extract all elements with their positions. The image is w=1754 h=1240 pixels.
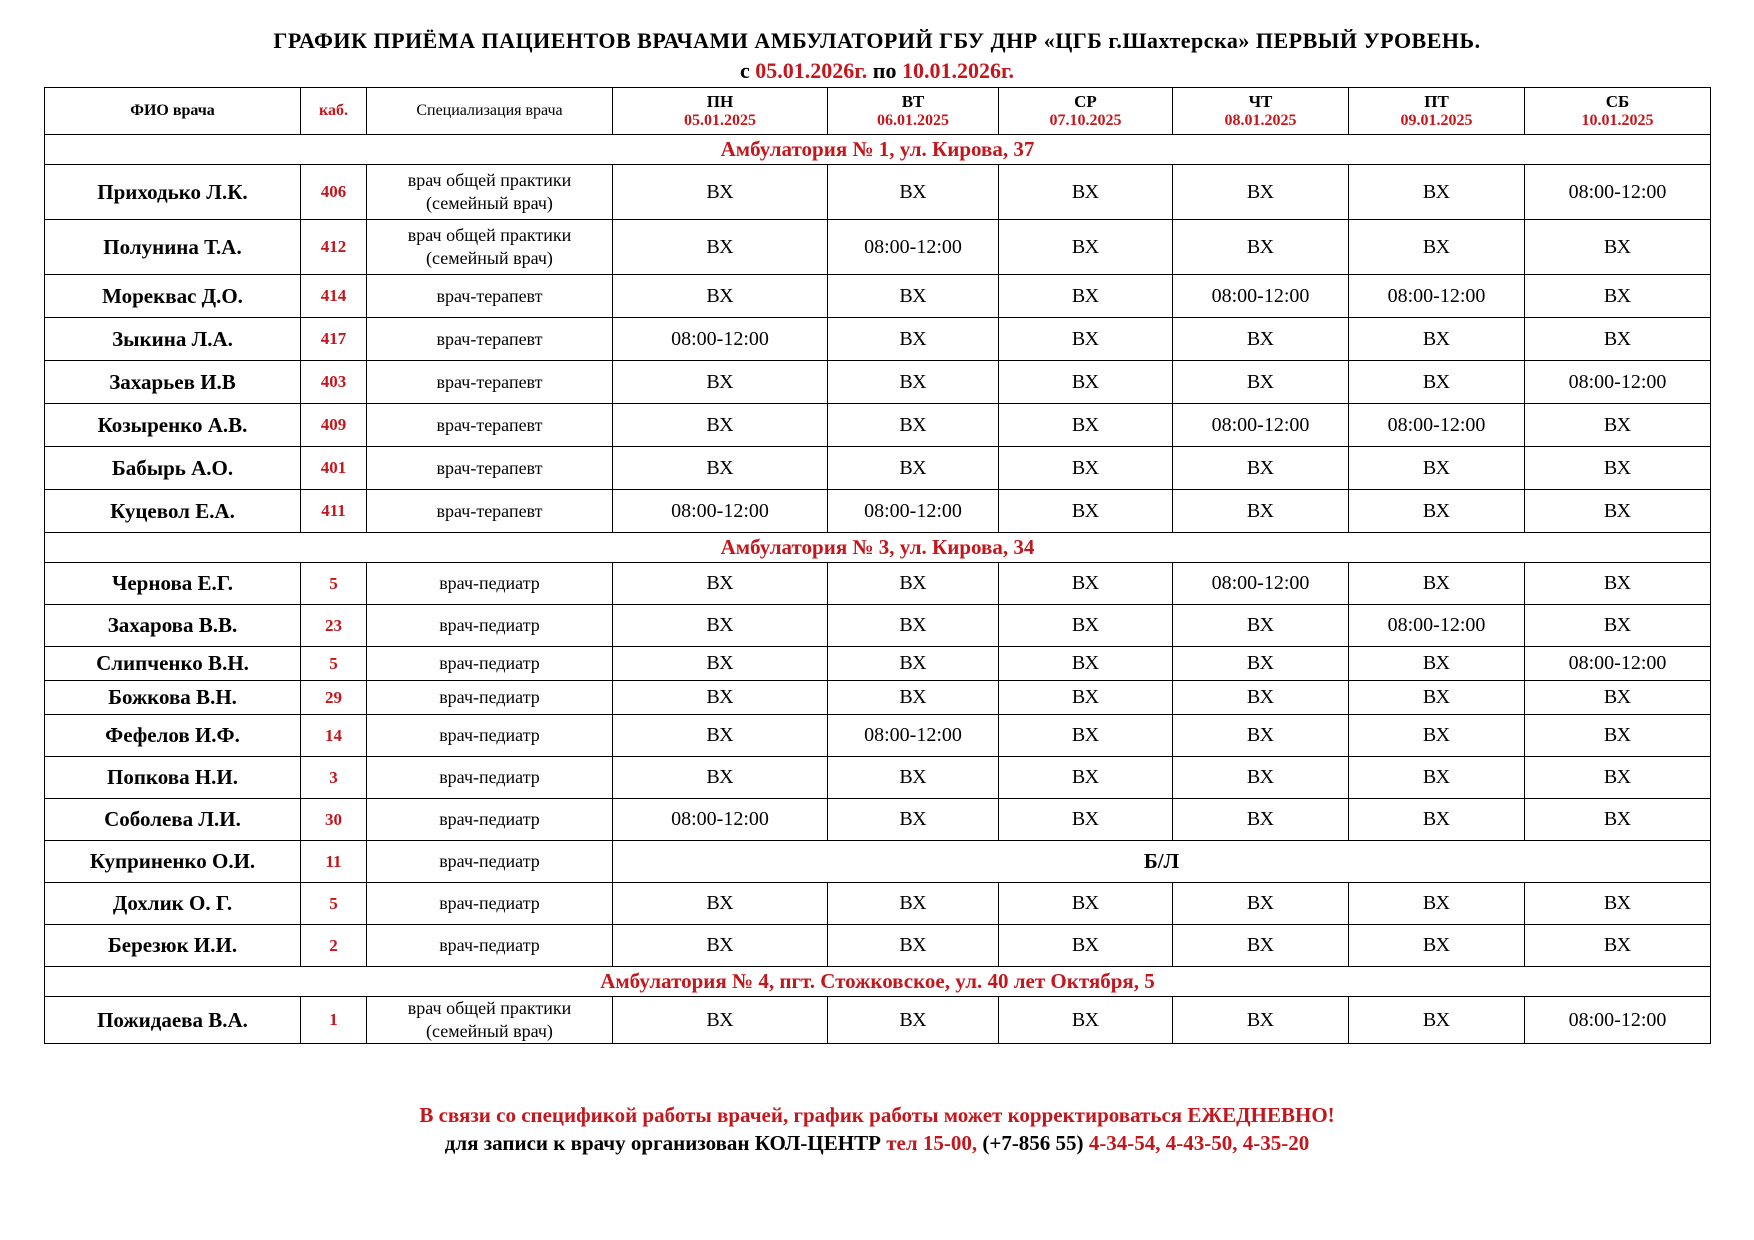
schedule-cell: 08:00-12:00 bbox=[1525, 997, 1711, 1044]
schedule-cell: ВХ bbox=[828, 647, 999, 681]
period-prefix: с bbox=[740, 58, 750, 83]
schedule-cell: ВХ bbox=[1173, 997, 1349, 1044]
cabinet-number: 409 bbox=[301, 404, 367, 447]
schedule-cell: ВХ bbox=[1349, 757, 1525, 799]
table-row bbox=[45, 605, 1711, 647]
cabinet-number: 1 bbox=[301, 997, 367, 1044]
table-row bbox=[45, 361, 1711, 404]
doctor-name: Полунина Т.А. bbox=[45, 220, 301, 275]
schedule-cell: ВХ bbox=[1525, 563, 1711, 605]
section-header bbox=[45, 135, 1711, 165]
schedule-cell: ВХ bbox=[999, 883, 1173, 925]
schedule-cell: ВХ bbox=[828, 361, 999, 404]
doctor-specialization: врач-терапевт bbox=[367, 361, 613, 404]
schedule-cell: ВХ bbox=[613, 447, 828, 490]
cabinet-number: 23 bbox=[301, 605, 367, 647]
doctor-specialization: врач-терапевт bbox=[367, 275, 613, 318]
doctor-specialization: врач-педиатр bbox=[367, 681, 613, 715]
schedule-cell: ВХ bbox=[1349, 681, 1525, 715]
cabinet-number: 403 bbox=[301, 361, 367, 404]
schedule-cell: ВХ bbox=[999, 220, 1173, 275]
schedule-cell: ВХ bbox=[828, 605, 999, 647]
schedule-cell: ВХ bbox=[828, 404, 999, 447]
schedule-cell: ВХ bbox=[999, 165, 1173, 220]
table-row bbox=[45, 841, 1711, 883]
schedule-cell: ВХ bbox=[1173, 165, 1349, 220]
schedule-cell: ВХ bbox=[1525, 883, 1711, 925]
schedule-cell: ВХ bbox=[999, 361, 1173, 404]
section-title: Амбулатория № 4, пгт. Стожковское, ул. 40 лет Октября, 5 bbox=[45, 967, 1711, 997]
section-title: Амбулатория № 1, ул. Кирова, 37 bbox=[45, 135, 1711, 165]
schedule-cell: ВХ bbox=[1525, 757, 1711, 799]
schedule-cell: ВХ bbox=[1349, 647, 1525, 681]
schedule-cell: ВХ bbox=[1349, 361, 1525, 404]
schedule-cell: ВХ bbox=[1349, 490, 1525, 533]
schedule-cell: 08:00-12:00 bbox=[1349, 605, 1525, 647]
table-row bbox=[45, 647, 1711, 681]
schedule-cell: ВХ bbox=[1173, 361, 1349, 404]
cabinet-number: 5 bbox=[301, 883, 367, 925]
table-row bbox=[45, 275, 1711, 318]
table-row bbox=[45, 318, 1711, 361]
table-row bbox=[45, 490, 1711, 533]
doctor-name: Фефелов И.Ф. bbox=[45, 715, 301, 757]
cabinet-number: 3 bbox=[301, 757, 367, 799]
doctor-specialization: врач-педиатр bbox=[367, 925, 613, 967]
schedule-cell: ВХ bbox=[828, 883, 999, 925]
table-row bbox=[45, 925, 1711, 967]
schedule-cell: ВХ bbox=[999, 997, 1173, 1044]
schedule-cell: ВХ bbox=[1349, 883, 1525, 925]
schedule-cell: ВХ bbox=[1525, 681, 1711, 715]
schedule-cell: 08:00-12:00 bbox=[613, 318, 828, 361]
doctor-specialization: врач-педиатр bbox=[367, 799, 613, 841]
col-header-cab: каб. bbox=[301, 88, 367, 135]
col-header-day: СР 07.10.2025 bbox=[999, 88, 1173, 135]
schedule-cell: ВХ bbox=[1349, 447, 1525, 490]
schedule-cell: ВХ bbox=[1173, 715, 1349, 757]
schedule-note: В связи со спецификой работы врачей, график работы может корректироваться ЕЖЕДНЕВНО! bbox=[419, 1103, 1335, 1127]
doctor-name: Бабырь А.О. bbox=[45, 447, 301, 490]
table-row bbox=[45, 997, 1711, 1044]
schedule-cell: ВХ bbox=[1173, 318, 1349, 361]
doctor-name: Березюк И.И. bbox=[45, 925, 301, 967]
doctor-specialization: врач общей практики (семейный врач) bbox=[367, 165, 613, 220]
col-header-day: ПН 05.01.2025 bbox=[613, 88, 828, 135]
schedule-cell: ВХ bbox=[999, 275, 1173, 318]
doctor-specialization: врач-терапевт bbox=[367, 447, 613, 490]
schedule-cell: ВХ bbox=[613, 361, 828, 404]
doctor-name: Захарова В.В. bbox=[45, 605, 301, 647]
date-to: 10.01.2026г. bbox=[901, 58, 1014, 83]
cabinet-number: 29 bbox=[301, 681, 367, 715]
schedule-cell: ВХ bbox=[828, 681, 999, 715]
doctor-name: Чернова Е.Г. bbox=[45, 563, 301, 605]
doctor-name: Дохлик О. Г. bbox=[45, 883, 301, 925]
table-row bbox=[45, 563, 1711, 605]
schedule-cell: ВХ bbox=[613, 220, 828, 275]
col-header-day: СБ 10.01.2025 bbox=[1525, 88, 1711, 135]
schedule-cell: ВХ bbox=[613, 563, 828, 605]
section-title: Амбулатория № 3, ул. Кирова, 34 bbox=[45, 533, 1711, 563]
doctor-specialization: врач общей практики (семейный врач) bbox=[367, 997, 613, 1044]
cabinet-number: 11 bbox=[301, 841, 367, 883]
schedule-cell: 08:00-12:00 bbox=[828, 715, 999, 757]
schedule-cell: ВХ bbox=[1173, 681, 1349, 715]
doctor-specialization: врач-педиатр bbox=[367, 841, 613, 883]
schedule-cell: ВХ bbox=[1525, 715, 1711, 757]
schedule-cell: ВХ bbox=[613, 404, 828, 447]
doctor-specialization: врач-терапевт bbox=[367, 404, 613, 447]
schedule-cell: ВХ bbox=[1349, 220, 1525, 275]
doctor-name: Попкова Н.И. bbox=[45, 757, 301, 799]
phone-code: (+7-856 55) bbox=[982, 1131, 1084, 1155]
schedule-cell: ВХ bbox=[999, 647, 1173, 681]
schedule-cell: ВХ bbox=[1349, 925, 1525, 967]
doctor-specialization: врач-педиатр bbox=[367, 563, 613, 605]
phone-numbers: 4-34-54, 4-43-50, 4-35-20 bbox=[1088, 1131, 1310, 1155]
schedule-cell: 08:00-12:00 bbox=[828, 490, 999, 533]
col-header-day: ПТ 09.01.2025 bbox=[1349, 88, 1525, 135]
schedule-cell: ВХ bbox=[1173, 490, 1349, 533]
schedule-cell: ВХ bbox=[613, 681, 828, 715]
schedule-cell: ВХ bbox=[1173, 605, 1349, 647]
doctor-name: Соболева Л.И. bbox=[45, 799, 301, 841]
cabinet-number: 417 bbox=[301, 318, 367, 361]
doctor-name: Зыкина Л.А. bbox=[45, 318, 301, 361]
schedule-cell: ВХ bbox=[999, 799, 1173, 841]
cabinet-number: 30 bbox=[301, 799, 367, 841]
table-row bbox=[45, 165, 1711, 220]
schedule-cell: ВХ bbox=[613, 715, 828, 757]
schedule-cell: ВХ bbox=[1173, 757, 1349, 799]
schedule-cell: ВХ bbox=[1525, 490, 1711, 533]
cabinet-number: 411 bbox=[301, 490, 367, 533]
table-row bbox=[45, 220, 1711, 275]
schedule-cell: ВХ bbox=[999, 715, 1173, 757]
table-row bbox=[45, 681, 1711, 715]
date-from: 05.01.2026г. bbox=[755, 58, 868, 83]
schedule-cell: ВХ bbox=[828, 799, 999, 841]
schedule-cell: ВХ bbox=[1525, 799, 1711, 841]
schedule-cell: ВХ bbox=[613, 925, 828, 967]
schedule-cell: ВХ bbox=[999, 605, 1173, 647]
cabinet-number: 406 bbox=[301, 165, 367, 220]
schedule-cell: ВХ bbox=[828, 997, 999, 1044]
schedule-cell: ВХ bbox=[1349, 563, 1525, 605]
schedule-cell: ВХ bbox=[1525, 318, 1711, 361]
phone-label: тел 15-00, bbox=[886, 1131, 978, 1155]
schedule-cell: 08:00-12:00 bbox=[613, 490, 828, 533]
schedule-cell: ВХ bbox=[1173, 925, 1349, 967]
schedule-cell: ВХ bbox=[613, 757, 828, 799]
schedule-cell: ВХ bbox=[1525, 925, 1711, 967]
doctor-specialization: врач общей практики (семейный врач) bbox=[367, 220, 613, 275]
doctor-specialization: врач-педиатр bbox=[367, 647, 613, 681]
doctor-specialization: врач-педиатр bbox=[367, 715, 613, 757]
schedule-cell: 08:00-12:00 bbox=[828, 220, 999, 275]
doctor-specialization: врач-педиатр bbox=[367, 757, 613, 799]
schedule-cell: ВХ bbox=[1349, 997, 1525, 1044]
schedule-cell: ВХ bbox=[1349, 165, 1525, 220]
schedule-cell: ВХ bbox=[999, 681, 1173, 715]
schedule-cell: 08:00-12:00 bbox=[613, 799, 828, 841]
schedule-cell: ВХ bbox=[1173, 220, 1349, 275]
schedule-cell: ВХ bbox=[613, 997, 828, 1044]
col-header-day: ЧТ 08.01.2025 bbox=[1173, 88, 1349, 135]
schedule-cell: ВХ bbox=[1173, 883, 1349, 925]
doctor-name: Слипченко В.Н. bbox=[45, 647, 301, 681]
schedule-cell: ВХ bbox=[999, 490, 1173, 533]
cabinet-number: 401 bbox=[301, 447, 367, 490]
schedule-period bbox=[0, 58, 1754, 84]
schedule-cell: 08:00-12:00 bbox=[1173, 404, 1349, 447]
doctor-specialization: врач-педиатр bbox=[367, 883, 613, 925]
schedule-cell: 08:00-12:00 bbox=[1173, 563, 1349, 605]
doctor-specialization: врач-терапевт bbox=[367, 490, 613, 533]
schedule-cell: ВХ bbox=[1525, 404, 1711, 447]
schedule-cell: ВХ bbox=[999, 563, 1173, 605]
doctor-name: Божкова В.Н. bbox=[45, 681, 301, 715]
schedule-cell: ВХ bbox=[1525, 605, 1711, 647]
schedule-cell: ВХ bbox=[828, 447, 999, 490]
table-row bbox=[45, 883, 1711, 925]
schedule-cell: ВХ bbox=[613, 275, 828, 318]
contact-text: для записи к врачу организован КОЛ-ЦЕНТР bbox=[444, 1131, 881, 1155]
table-header bbox=[45, 88, 1711, 135]
schedule-cell: ВХ bbox=[1349, 318, 1525, 361]
col-header-fio: ФИО врача bbox=[45, 88, 301, 135]
doctor-name: Захарьев И.В bbox=[45, 361, 301, 404]
doctor-name: Приходько Л.К. bbox=[45, 165, 301, 220]
table-row bbox=[45, 715, 1711, 757]
schedule-cell: ВХ bbox=[1349, 799, 1525, 841]
schedule-cell: ВХ bbox=[1349, 715, 1525, 757]
schedule-cell: ВХ bbox=[828, 318, 999, 361]
cabinet-number: 5 bbox=[301, 563, 367, 605]
section-header bbox=[45, 533, 1711, 563]
schedule-cell: ВХ bbox=[828, 563, 999, 605]
doctor-name: Куприненко О.И. bbox=[45, 841, 301, 883]
schedule-cell: ВХ bbox=[999, 447, 1173, 490]
schedule-cell: ВХ bbox=[613, 883, 828, 925]
cabinet-number: 2 bbox=[301, 925, 367, 967]
schedule-cell: 08:00-12:00 bbox=[1525, 165, 1711, 220]
schedule-cell: ВХ bbox=[999, 925, 1173, 967]
schedule-cell: ВХ bbox=[613, 165, 828, 220]
schedule-cell: ВХ bbox=[1173, 447, 1349, 490]
schedule-cell: ВХ bbox=[999, 404, 1173, 447]
col-header-day: ВТ 06.01.2025 bbox=[828, 88, 999, 135]
doctor-name: Пожидаева В.А. bbox=[45, 997, 301, 1044]
schedule-cell: ВХ bbox=[613, 647, 828, 681]
schedule-cell: ВХ bbox=[828, 757, 999, 799]
schedule-cell: ВХ bbox=[999, 318, 1173, 361]
schedule-cell: ВХ bbox=[828, 275, 999, 318]
section-header bbox=[45, 967, 1711, 997]
sick-leave-cell: Б/Л bbox=[613, 841, 1711, 883]
doctor-name: Козыренко А.В. bbox=[45, 404, 301, 447]
page-title: ГРАФИК ПРИЁМА ПАЦИЕНТОВ ВРАЧАМИ АМБУЛАТОРИЙ ГБУ ДНР «ЦГБ г.Шахтерска» ПЕРВЫЙ УРОВЕНЬ. bbox=[273, 28, 1481, 53]
col-header-spec: Специализация врача bbox=[367, 88, 613, 135]
schedule-cell: 08:00-12:00 bbox=[1349, 275, 1525, 318]
cabinet-number: 14 bbox=[301, 715, 367, 757]
schedule-cell: 08:00-12:00 bbox=[1525, 361, 1711, 404]
schedule-cell: 08:00-12:00 bbox=[1173, 275, 1349, 318]
schedule-cell: 08:00-12:00 bbox=[1525, 647, 1711, 681]
schedule-cell: ВХ bbox=[1525, 447, 1711, 490]
doctor-specialization: врач-педиатр bbox=[367, 605, 613, 647]
schedule-cell: ВХ bbox=[1525, 220, 1711, 275]
schedule-cell: ВХ bbox=[1173, 799, 1349, 841]
doctor-specialization: врач-терапевт bbox=[367, 318, 613, 361]
schedule-cell: ВХ bbox=[1525, 275, 1711, 318]
cabinet-number: 414 bbox=[301, 275, 367, 318]
schedule-cell: 08:00-12:00 bbox=[1349, 404, 1525, 447]
doctor-name: Мореквас Д.О. bbox=[45, 275, 301, 318]
schedule-cell: ВХ bbox=[828, 165, 999, 220]
cabinet-number: 412 bbox=[301, 220, 367, 275]
table-row bbox=[45, 799, 1711, 841]
period-mid: по bbox=[872, 58, 897, 83]
call-center-contact bbox=[0, 1131, 1754, 1156]
cabinet-number: 5 bbox=[301, 647, 367, 681]
schedule-table bbox=[44, 87, 1711, 1044]
doctor-name: Куцевол Е.А. bbox=[45, 490, 301, 533]
table-row bbox=[45, 404, 1711, 447]
schedule-cell: ВХ bbox=[1173, 647, 1349, 681]
table-row bbox=[45, 757, 1711, 799]
schedule-cell: ВХ bbox=[613, 605, 828, 647]
table-row bbox=[45, 447, 1711, 490]
schedule-cell: ВХ bbox=[999, 757, 1173, 799]
schedule-cell: ВХ bbox=[828, 925, 999, 967]
